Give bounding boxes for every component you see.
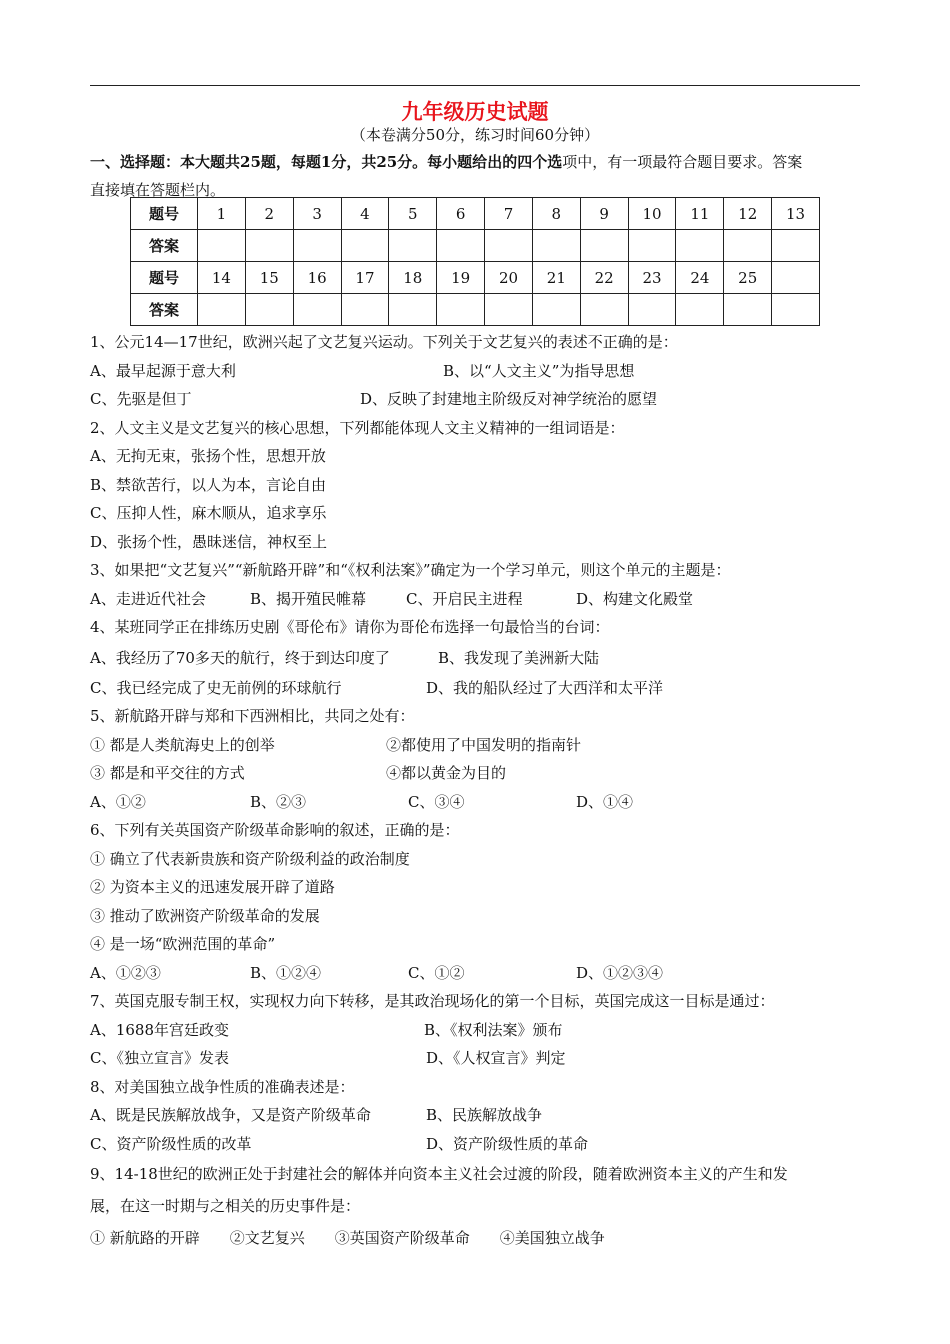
question-6-options-row — [90, 959, 870, 988]
question-5-option-c[interactable]: C、③④ — [408, 792, 465, 811]
question-5-statements-row-2 — [90, 759, 870, 788]
question-number-cell: 23 — [628, 262, 676, 294]
answer-cell[interactable] — [245, 294, 293, 326]
question-2-option-a[interactable]: A、无拘无束，张扬个性，思想开放 — [90, 447, 326, 465]
top-rule — [90, 85, 860, 86]
answer-grid-answer-row-1 — [131, 230, 820, 262]
answer-cell[interactable] — [724, 294, 772, 326]
answer-cell[interactable] — [676, 294, 724, 326]
question-7-option-a[interactable]: A、1688年宫廷政变 — [90, 1020, 230, 1039]
answer-cell[interactable] — [437, 294, 485, 326]
question-number-cell: 15 — [245, 262, 293, 294]
question-5-statement-1: ① 都是人类航海史上的创举 — [90, 735, 275, 754]
question-6-option-c[interactable]: C、①② — [408, 963, 465, 982]
answer-cell[interactable] — [485, 230, 533, 262]
answer-cell[interactable] — [532, 294, 580, 326]
question-number-cell: 10 — [628, 198, 676, 230]
question-number-cell — [772, 262, 820, 294]
question-6-statement-3: ③ 推动了欧洲资产阶级革命的发展 — [90, 906, 320, 925]
answer-cell[interactable] — [245, 230, 293, 262]
question-number-cell: 17 — [341, 262, 389, 294]
question-1-option-d[interactable]: D、反映了封建地主阶级反对神学统治的愿望 — [360, 390, 658, 408]
answer-cell[interactable] — [389, 294, 437, 326]
question-5-stem: 5、新航路开辟与郑和下西洲相比，共同之处有： — [90, 707, 415, 725]
answer-grid-number-row-1 — [131, 198, 820, 230]
question-3-option-d[interactable]: D、构建文化殿堂 — [576, 589, 694, 608]
question-6-option-d[interactable]: D、①②③④ — [576, 963, 664, 982]
question-number-cell: 21 — [532, 262, 580, 294]
question-7-options-row-2 — [90, 1044, 870, 1073]
question-8-option-b[interactable]: B、民族解放战争 — [426, 1106, 543, 1124]
row-label-number: 题号 — [131, 262, 198, 294]
question-7-options-row-1 — [90, 1016, 870, 1045]
question-number-cell: 13 — [772, 198, 820, 230]
question-9-stem-line-2: 展，在这一时期与之相关的历史事件是： — [90, 1197, 361, 1215]
question-6-option-a[interactable]: A、①②③ — [90, 963, 161, 982]
question-6-statement-1: ① 确立了代表新贵族和资产阶级利益的政治制度 — [90, 849, 410, 868]
answer-grid-answer-row-2 — [131, 294, 820, 326]
question-9-stem-line-1: 9、14-18世纪的欧洲正处于封建社会的解体并向资本主义社会过渡的阶段，随着欧洲资本主义的产生和发 — [90, 1165, 788, 1183]
question-8-stem: 8、对美国独立战争性质的准确表述是： — [90, 1077, 355, 1096]
question-number-cell: 11 — [676, 198, 724, 230]
question-4-option-d[interactable]: D、我的船队经过了大西洋和太平洋 — [426, 678, 664, 697]
answer-cell[interactable] — [198, 230, 246, 262]
question-8-options-row-2 — [90, 1130, 870, 1159]
answer-cell[interactable] — [293, 294, 341, 326]
question-number-cell: 7 — [485, 198, 533, 230]
question-number-cell: 24 — [676, 262, 724, 294]
question-1-options-row-2 — [90, 385, 870, 414]
section-heading: 一、选择题：本大题共25题，每题1分，共25分。每小题给出的四个选 — [90, 153, 563, 171]
question-number-cell: 19 — [437, 262, 485, 294]
question-1-option-a[interactable]: A、最早起源于意大利 — [90, 361, 236, 380]
answer-cell[interactable] — [389, 230, 437, 262]
question-1-options-row-1 — [90, 357, 870, 386]
question-4-option-a[interactable]: A、我经历了70多天的航行，终于到达印度了 — [90, 648, 390, 667]
answer-cell[interactable] — [772, 230, 820, 262]
question-1-stem: 1、公元14—17世纪，欧洲兴起了文艺复兴运动。下列关于文艺复兴的表述不正确的是： — [90, 333, 678, 351]
question-number-cell: 14 — [198, 262, 246, 294]
answer-cell[interactable] — [532, 230, 580, 262]
question-6-statement-2: ② 为资本主义的迅速发展开辟了道路 — [90, 878, 335, 896]
question-8-option-c[interactable]: C、资产阶级性质的改革 — [90, 1134, 252, 1153]
question-number-cell: 20 — [485, 262, 533, 294]
answer-cell[interactable] — [772, 294, 820, 326]
question-3-stem: 3、如果把“文艺复兴”“新航路开辟”和“《权利法案》”确定为一个学习单元，则这个单元的主题是： — [90, 561, 731, 579]
question-5-option-a[interactable]: A、①② — [90, 792, 146, 811]
answer-grid-number-row-2 — [131, 262, 820, 294]
question-number-cell: 4 — [341, 198, 389, 230]
question-number-cell: 9 — [580, 198, 628, 230]
question-4-options-row-2 — [90, 674, 870, 703]
question-7-option-b[interactable]: B、《权利法案》颁布 — [424, 1020, 563, 1039]
answer-cell[interactable] — [580, 230, 628, 262]
question-number-cell: 8 — [532, 198, 580, 230]
answer-cell[interactable] — [628, 230, 676, 262]
answer-cell[interactable] — [724, 230, 772, 262]
row-label-answer: 答案 — [131, 294, 198, 326]
question-2-option-b[interactable]: B、禁欲苦行，以人为本，言论自由 — [90, 475, 327, 494]
question-number-cell: 1 — [198, 198, 246, 230]
question-number-cell: 5 — [389, 198, 437, 230]
question-8-option-d[interactable]: D、资产阶级性质的革命 — [426, 1134, 589, 1153]
question-3-option-c[interactable]: C、开启民主进程 — [406, 589, 523, 608]
row-label-answer: 答案 — [131, 230, 198, 262]
row-label-number: 题号 — [131, 198, 198, 230]
question-4-options-row-1 — [90, 642, 870, 674]
question-5-option-b[interactable]: B、②③ — [250, 792, 307, 811]
question-5-statement-4: ④都以黄金为目的 — [386, 764, 507, 782]
question-number-cell: 25 — [724, 262, 772, 294]
question-2-stem: 2、人文主义是文艺复兴的核心思想，下列都能体现人文主义精神的一组词语是： — [90, 418, 625, 437]
question-number-cell: 22 — [580, 262, 628, 294]
question-number-cell: 18 — [389, 262, 437, 294]
question-3-option-a[interactable]: A、走进近代社会 — [90, 589, 206, 608]
answer-cell[interactable] — [676, 230, 724, 262]
answer-cell[interactable] — [628, 294, 676, 326]
answer-cell[interactable] — [198, 294, 246, 326]
question-6-stem: 6、下列有关英国资产阶级革命影响的叙述，正确的是： — [90, 821, 460, 839]
question-7-stem: 7、英国克服专制王权，实现权力向下转移，是其政治现场化的第一个目标，英国完成这一目标是通过： — [90, 992, 775, 1010]
section-instructions — [90, 148, 860, 204]
question-8-option-a[interactable]: A、既是民族解放战争，又是资产阶级革命 — [90, 1106, 371, 1124]
question-3-options-row — [90, 585, 870, 614]
question-2-option-c[interactable]: C、压抑人性，麻木顺从，追求享乐 — [90, 504, 327, 522]
answer-cell[interactable] — [341, 230, 389, 262]
question-list — [90, 328, 870, 1254]
question-5-statement-2: ②都使用了中国发明的指南针 — [386, 735, 582, 754]
question-3-option-b[interactable]: B、揭开殖民帷幕 — [250, 589, 367, 608]
answer-cell[interactable] — [485, 294, 533, 326]
section-heading-rest: 项中，有一项最符合题目要求。答案 — [562, 153, 803, 171]
question-number-cell: 16 — [293, 262, 341, 294]
question-7-option-c[interactable]: C、《独立宣言》发表 — [90, 1049, 229, 1067]
answer-cell[interactable] — [293, 230, 341, 262]
question-2-option-d[interactable]: D、张扬个性，愚昧迷信，神权至上 — [90, 532, 328, 551]
question-5-options-row — [90, 788, 870, 817]
page-subtitle: （本卷满分50分，练习时间60分钟） — [350, 126, 600, 144]
answer-cell[interactable] — [341, 294, 389, 326]
question-9-statements: ① 新航路的开辟 ②文艺复兴 ③英国资产阶级革命 ④美国独立战争 — [90, 1229, 605, 1247]
question-number-cell: 2 — [245, 198, 293, 230]
question-6-option-b[interactable]: B、①②④ — [250, 963, 322, 982]
question-1-option-c[interactable]: C、先驱是但丁 — [90, 390, 192, 408]
question-8-options-row-1 — [90, 1101, 870, 1130]
question-1-option-b[interactable]: B、以“人文主义”为指导思想 — [443, 361, 635, 380]
question-5-statements-row-1 — [90, 731, 870, 760]
answer-cell[interactable] — [437, 230, 485, 262]
question-4-option-c[interactable]: C、我已经完成了史无前例的环球航行 — [90, 678, 342, 697]
question-7-option-d[interactable]: D、《人权宣言》判定 — [426, 1049, 566, 1067]
question-6-statement-4: ④ 是一场“欧洲范围的革命” — [90, 935, 276, 953]
answer-cell[interactable] — [580, 294, 628, 326]
question-number-cell: 6 — [437, 198, 485, 230]
section-heading-line2: 直接填在答题栏内。 — [90, 181, 226, 199]
question-5-option-d[interactable]: D、①④ — [576, 792, 634, 811]
question-4-stem: 4、某班同学正在排练历史剧《哥伦布》请你为哥伦布选择一句最恰当的台词： — [90, 618, 610, 636]
question-number-cell: 12 — [724, 198, 772, 230]
question-5-statement-3: ③ 都是和平交往的方式 — [90, 764, 245, 782]
question-number-cell: 3 — [293, 198, 341, 230]
question-4-option-b[interactable]: B、我发现了美洲新大陆 — [438, 648, 600, 667]
answer-grid — [130, 197, 820, 326]
page-title: 九年级历史试题 — [401, 100, 549, 124]
